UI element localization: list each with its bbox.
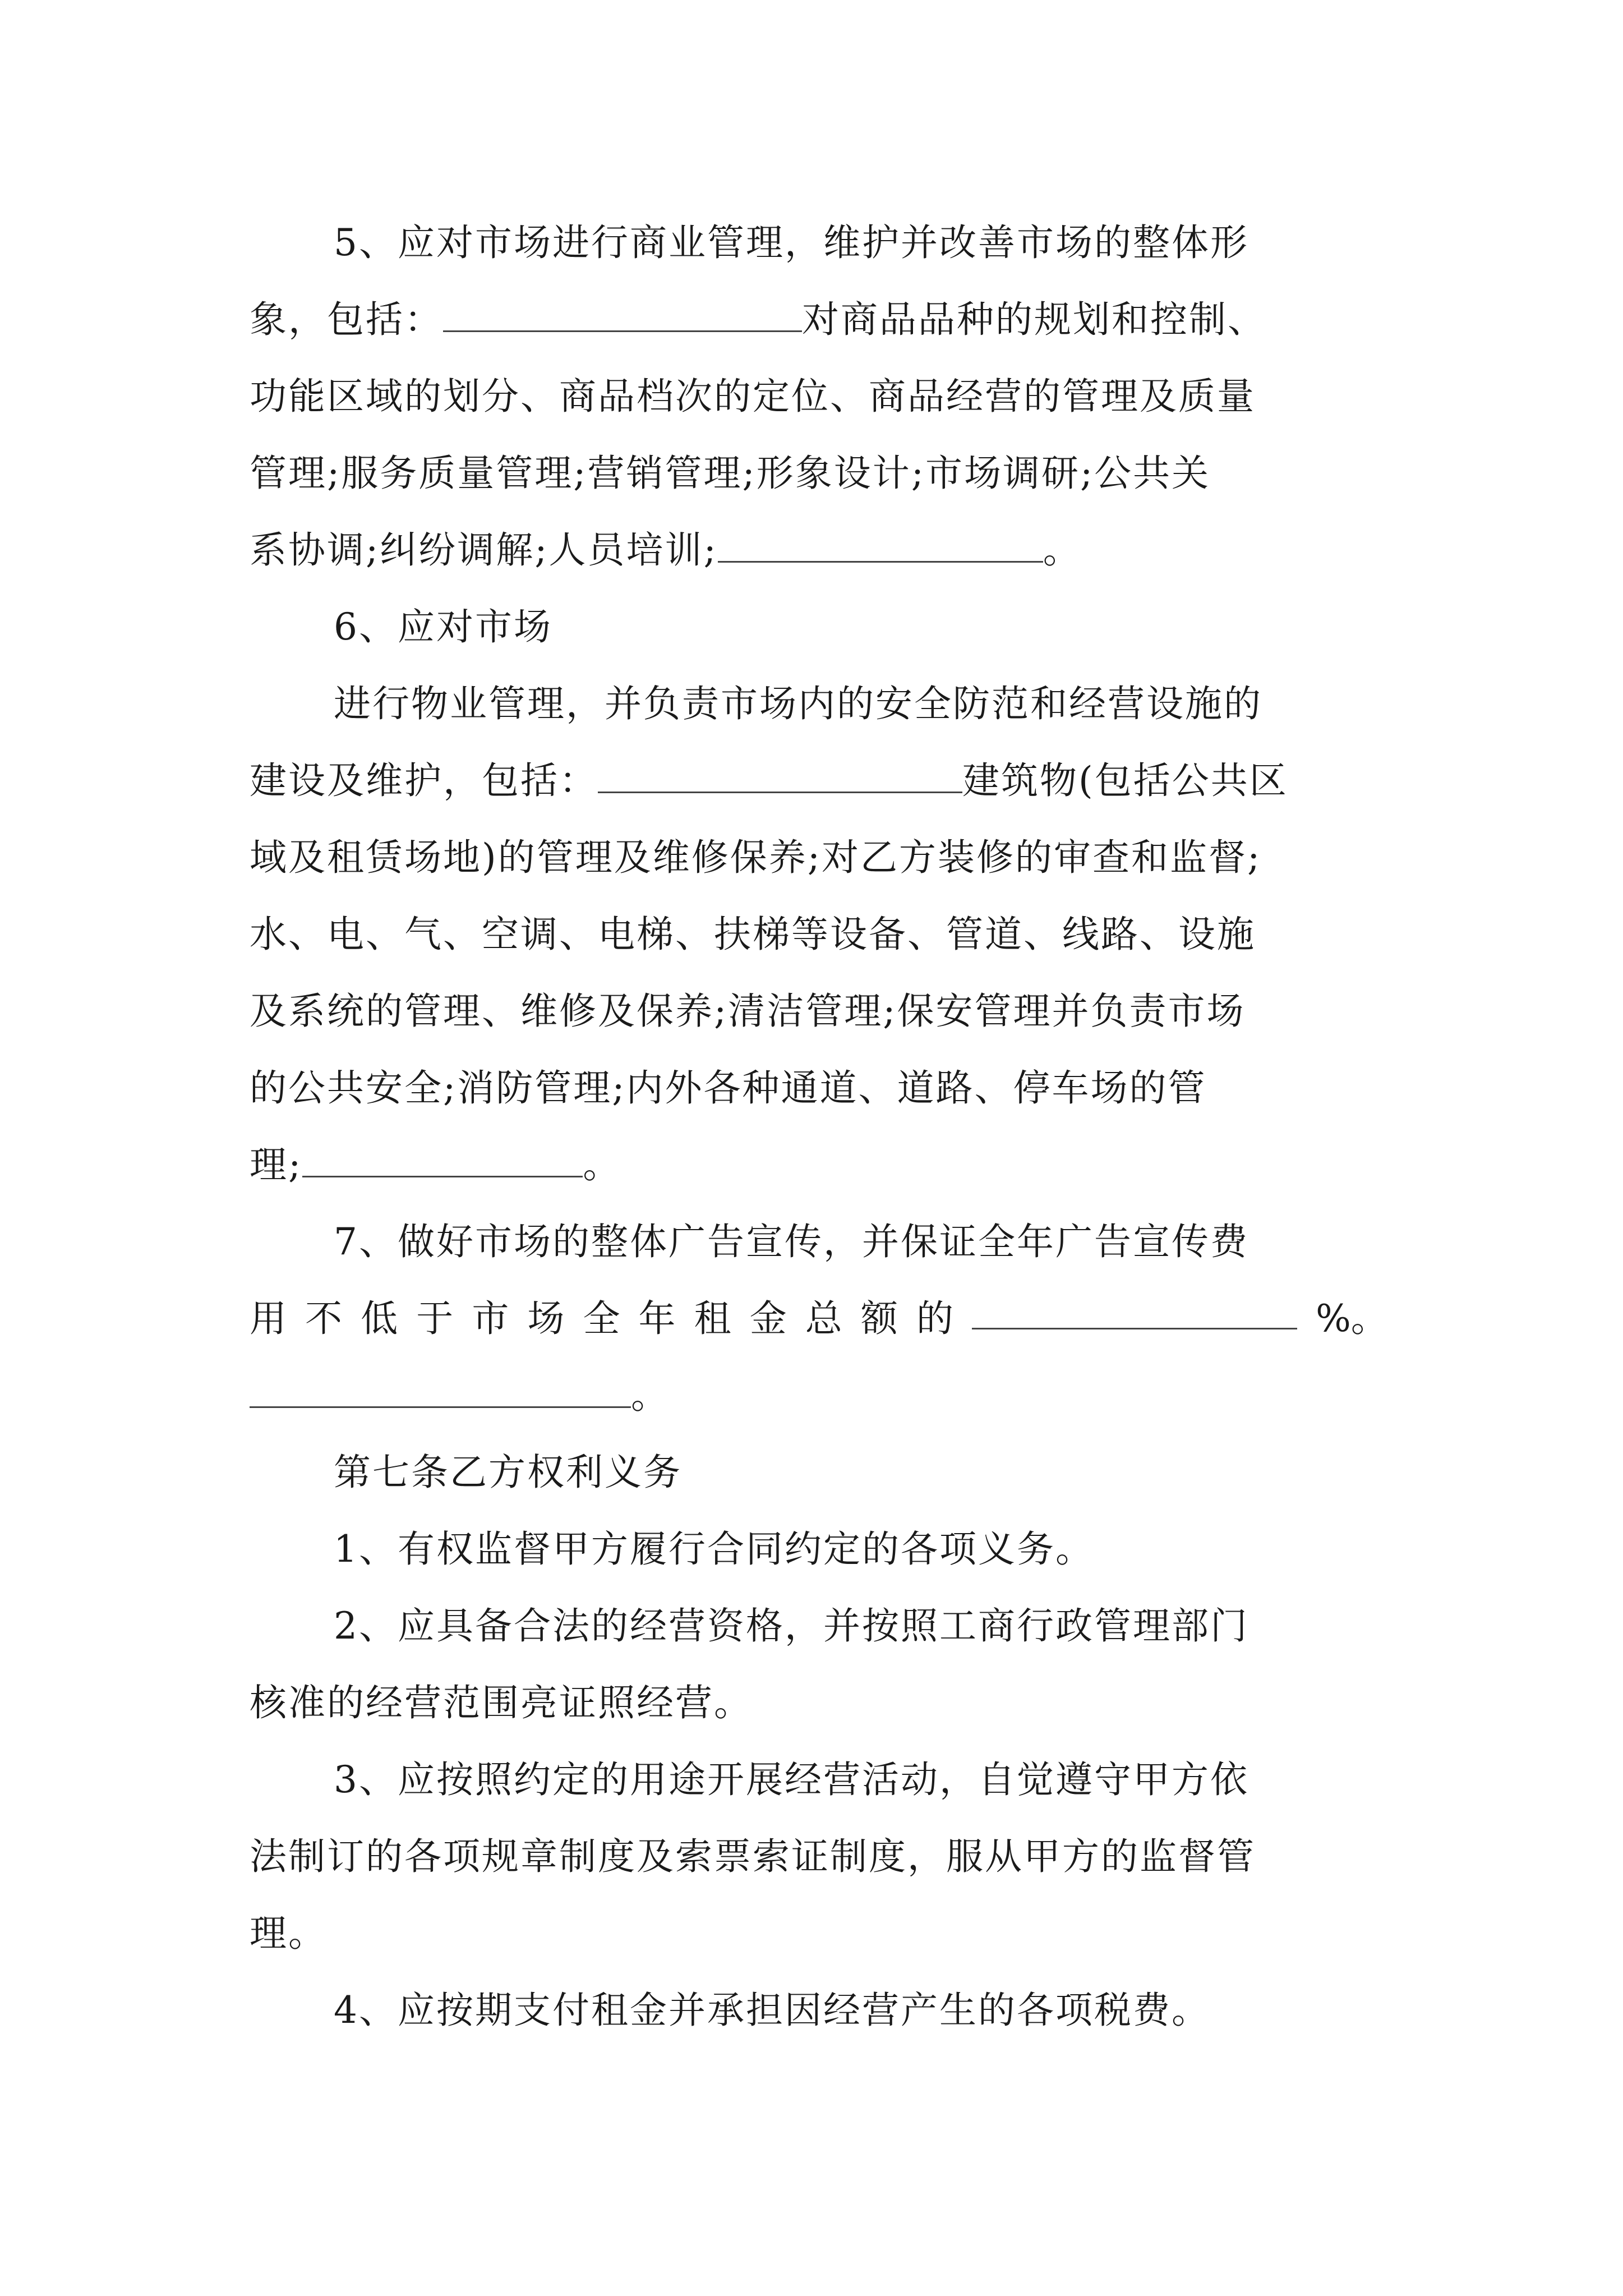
b4-line [334, 1988, 1388, 2033]
p7-line-2-end: %。 [1316, 1297, 1388, 1340]
p6-line-1-text: 6、应对市场 [334, 605, 552, 648]
p7-line-2 [250, 1296, 1388, 1341]
p6-line-5 [250, 912, 1388, 957]
p6-line-2 [334, 682, 1388, 726]
p6-line-5-text: 水、电、气、空调、电梯、扶梯等设备、管道、线路、设施 [250, 913, 1256, 956]
p6-line-7-text: 的公共安全;消防管理;内外各种通道、道路、停车场的管 [250, 1066, 1207, 1110]
b3-line-1 [334, 1757, 1388, 1802]
article-7-title-text: 第七条乙方权利义务 [334, 1451, 682, 1494]
p5-line-5-text-b: 。 [1043, 528, 1082, 572]
p7-char: 市 [472, 1297, 509, 1340]
p5-line-2-text-a: 象，包括： [250, 298, 443, 341]
p7-char: 额 [860, 1297, 898, 1340]
p6-line-1 [334, 605, 1388, 650]
fill-in-blank [302, 1144, 583, 1177]
p5-line-3-text: 功能区域的划分、商品档次的定位、商品经营的管理及质量 [250, 375, 1256, 418]
b2-line-1-text: 2、应具备合法的经营资格，并按照工商行政管理部门 [334, 1604, 1249, 1648]
b3-line-3-text: 理。 [250, 1912, 327, 1955]
b3-line-2-text: 法制订的各项规章制度及索票索证制度，服从甲方的监督管 [250, 1835, 1256, 1878]
p6-line-8 [250, 1143, 1388, 1188]
p6-line-8-text-a: 理; [250, 1143, 303, 1186]
p7-char: 用 [250, 1297, 287, 1340]
p7-char: 于 [416, 1297, 454, 1340]
fill-in-blank [972, 1296, 1297, 1329]
p7-line-3 [250, 1373, 1388, 1418]
p6-line-3-text-b: 建筑物(包括公共区 [962, 759, 1288, 802]
b1-text: 1、有权监督甲方履行合同约定的各项义务。 [334, 1527, 1094, 1571]
p5-line-2-text-b: 对商品品种的规划和控制、 [802, 298, 1266, 341]
p6-line-3 [250, 758, 1388, 803]
p7-char: 金 [749, 1297, 787, 1340]
p5-line-2 [250, 297, 1388, 342]
b3-line-3 [250, 1911, 1388, 1956]
fill-in-blank [718, 530, 1043, 563]
p6-line-6 [250, 989, 1388, 1034]
p5-line-1-text: 5、应对市场进行商业管理，维护并改善市场的整体形 [334, 221, 1249, 264]
p6-line-4 [250, 835, 1388, 880]
p6-line-6-text: 及系统的管理、维修及保养;清洁管理;保安管理并负责市场 [250, 990, 1246, 1033]
b4-text: 4、应按期支付租金并承担因经营产生的各项税费。 [334, 1989, 1210, 2032]
p5-line-5 [250, 528, 1388, 573]
b2-line-1 [334, 1604, 1388, 1649]
p6-line-4-text: 域及租赁场地)的管理及维修保养;对乙方装修的审查和监督; [250, 836, 1262, 879]
b1-line [334, 1527, 1388, 1572]
p7-char: 不 [305, 1297, 343, 1340]
p6-line-3-text-a: 建设及维护，包括： [250, 759, 598, 802]
p7-line-1 [334, 1220, 1388, 1264]
p7-line-3-end: 。 [631, 1374, 670, 1417]
p5-line-5-text-a: 系协调;纠纷调解;人员培训; [250, 528, 718, 572]
p5-line-3 [250, 374, 1388, 419]
b3-line-1-text: 3、应按照约定的用途开展经营活动，自觉遵守甲方依 [334, 1758, 1249, 1801]
p7-char: 年 [638, 1297, 676, 1340]
p7-char: 的 [916, 1297, 953, 1340]
p7-char: 总 [805, 1297, 842, 1340]
b3-line-2 [250, 1834, 1388, 1879]
p6-line-2-text: 进行物业管理，并负责市场内的安全防范和经营设施的 [334, 682, 1262, 725]
p5-line-4 [250, 451, 1388, 496]
p7-char: 场 [527, 1297, 565, 1340]
p6-line-8-text-b: 。 [583, 1143, 622, 1186]
b2-line-2 [250, 1681, 1388, 1726]
p7-char: 租 [694, 1297, 731, 1340]
fill-in-blank [443, 299, 802, 332]
article-7-title [334, 1450, 1388, 1495]
b2-line-2-text: 核准的经营范围亮证照经营。 [250, 1681, 753, 1724]
p7-char: 全 [583, 1297, 620, 1340]
p7-line-1-text: 7、做好市场的整体广告宣传，并保证全年广告宣传费 [334, 1220, 1249, 1263]
p6-line-7 [250, 1066, 1388, 1111]
p5-line-1 [334, 220, 1388, 265]
p7-char: 低 [361, 1297, 398, 1340]
p5-line-4-text: 管理;服务质量管理;营销管理;形象设计;市场调研;公共关 [250, 452, 1211, 495]
fill-in-blank [598, 760, 962, 793]
fill-in-blank [250, 1375, 631, 1408]
